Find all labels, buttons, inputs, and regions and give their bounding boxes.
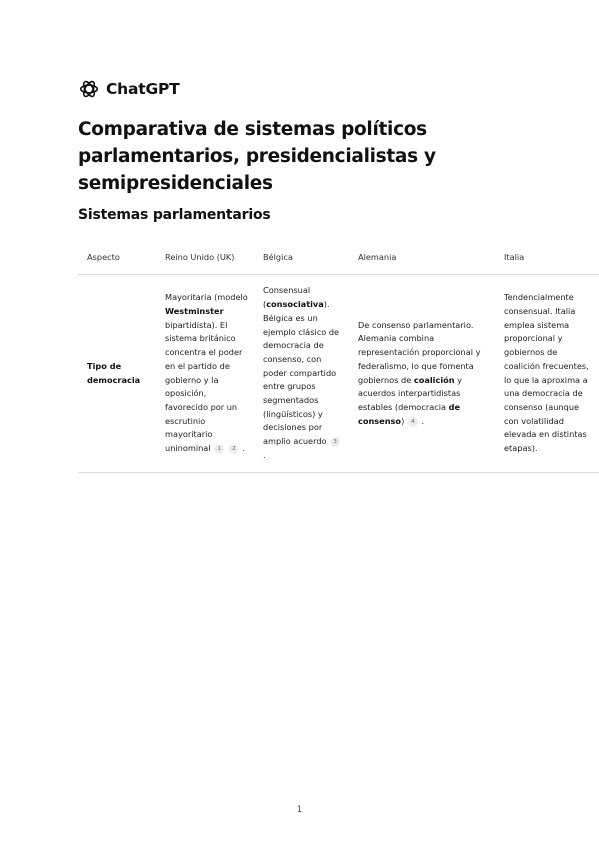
column-header-aspecto: Aspecto [87, 252, 120, 263]
section-title: Sistemas parlamentarios [78, 207, 271, 223]
table-row [78, 275, 599, 473]
citation-badge[interactable]: 2 [229, 444, 239, 454]
column-header-uk: Reino Unido (UK) [165, 252, 235, 263]
page-number: 1 [296, 805, 303, 815]
cell-bold-text: coalición [413, 374, 455, 385]
row-header-tipo-democracia: Tipo de democracia [87, 360, 141, 385]
citation-badge[interactable]: 3 [330, 437, 340, 447]
cell-text: ). Bélgica es un ejemplo clásico de democracia de consenso, con poder compartido entre grupos segmentados (lingüísticos) y decisiones por amplio acuerdo [263, 299, 340, 447]
openai-logo-icon [78, 78, 100, 100]
cell-text: De consenso parlamentario. Alemania combina representación proporcional y federalismo, lo que fomenta gobiernos de [358, 319, 481, 385]
cell-bold-text: Westminster [165, 305, 224, 316]
cell-bold-text: consociativa [266, 299, 324, 310]
cell-belgica [254, 284, 349, 462]
cell-text: bipartidista). El sistema británico concentra el poder en el partido de gobierno y la oposición, favorecido por un escrutinio mayoritario uninominal [165, 319, 243, 454]
cell-alemania [349, 319, 495, 429]
cell-bold-text: de consenso [358, 401, 461, 426]
cell-text: Consensual ( [263, 285, 311, 310]
cell-text: y acuerdos interpartidistas estables (democracia [358, 374, 463, 412]
cell-uk [156, 291, 254, 455]
brand [78, 78, 180, 100]
cell-text: . [263, 449, 266, 460]
cell-italia: Tendencialmente consensual. Italia emplea sistema proporcional y gobiernos de coalición frecuentes, lo que la aproxima a una democracia de consenso (aunque con volatilidad elevada en distintas etapas). [504, 292, 589, 454]
document-title: Comparativa de sistemas políticos parlamentarios, presidencialistas y semipresidenciales [78, 119, 436, 194]
citation-badge[interactable]: 4 [408, 417, 418, 427]
cell-text: ) [401, 415, 405, 426]
column-header-italia: Italia [504, 252, 525, 263]
cell-text: Mayoritaria (modelo [165, 292, 248, 303]
citation-badge[interactable]: 1 [214, 444, 224, 454]
column-header-alemania: Alemania [358, 252, 397, 263]
comparison-table [78, 242, 599, 473]
table-header-row [78, 242, 599, 275]
column-header-belgica: Bélgica [263, 252, 293, 263]
brand-name: ChatGPT [106, 80, 180, 98]
cell-text: . [242, 443, 246, 454]
cell-text: . [421, 415, 425, 426]
